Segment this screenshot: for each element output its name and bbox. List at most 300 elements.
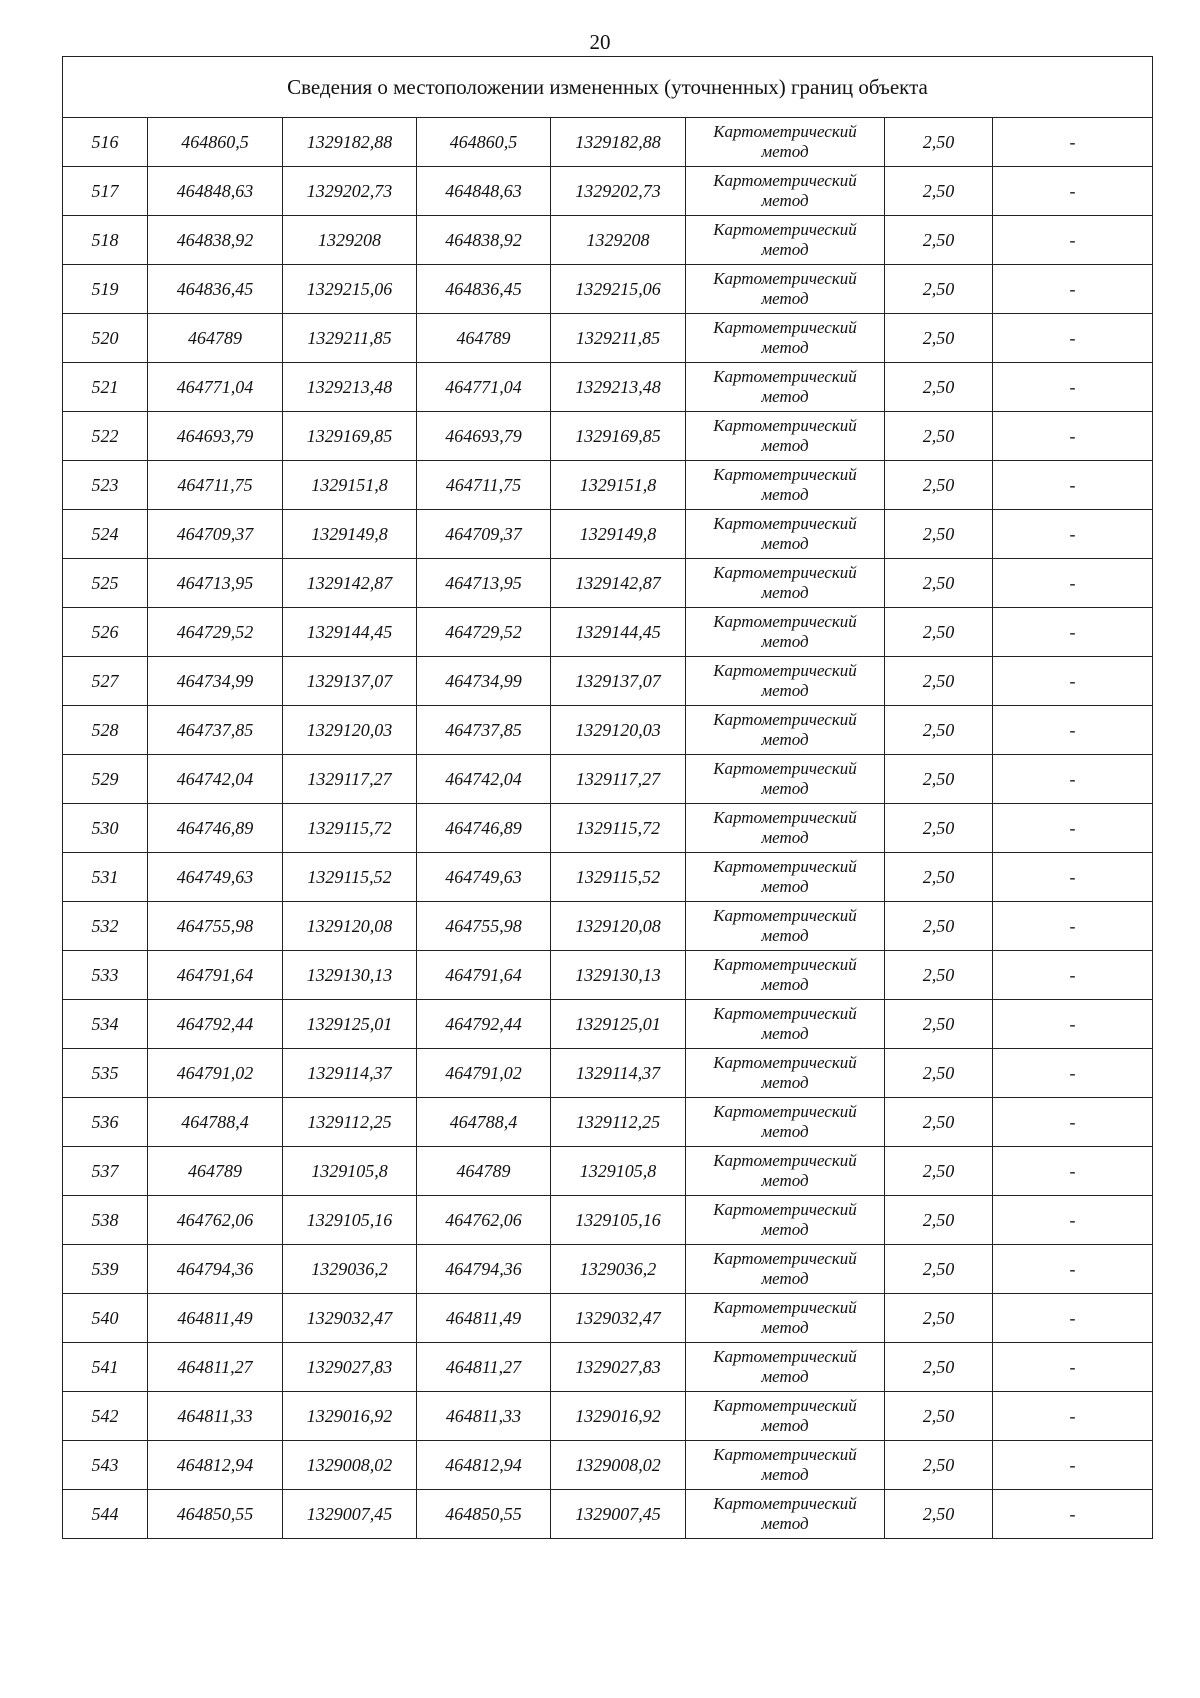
cell-point-number: 538 bbox=[63, 1196, 148, 1245]
method-line-2: метод bbox=[761, 975, 809, 994]
cell-x-new: 464860,5 bbox=[417, 118, 551, 167]
table-row bbox=[63, 510, 1153, 559]
cell-accuracy: 2,50 bbox=[885, 853, 993, 902]
method-line-2: метод bbox=[761, 485, 809, 504]
cell-x-new: 464791,64 bbox=[417, 951, 551, 1000]
table-row bbox=[63, 755, 1153, 804]
method-line-2: метод bbox=[761, 1171, 809, 1190]
cell-point-number: 534 bbox=[63, 1000, 148, 1049]
cell-description: - bbox=[993, 559, 1153, 608]
cell-description: - bbox=[993, 363, 1153, 412]
cell-y-existing: 1329144,45 bbox=[283, 608, 417, 657]
method-line-1: Картометрический bbox=[713, 1445, 857, 1464]
cell-accuracy: 2,50 bbox=[885, 216, 993, 265]
cell-x-new: 464811,27 bbox=[417, 1343, 551, 1392]
cell-y-existing: 1329137,07 bbox=[283, 657, 417, 706]
cell-y-new: 1329182,88 bbox=[551, 118, 686, 167]
cell-description: - bbox=[993, 1245, 1153, 1294]
cell-point-number: 536 bbox=[63, 1098, 148, 1147]
cell-x-new: 464755,98 bbox=[417, 902, 551, 951]
cell-accuracy: 2,50 bbox=[885, 510, 993, 559]
cell-accuracy: 2,50 bbox=[885, 1490, 993, 1539]
cell-description: - bbox=[993, 853, 1153, 902]
cell-method bbox=[686, 559, 885, 608]
cell-point-number: 523 bbox=[63, 461, 148, 510]
cell-point-number: 531 bbox=[63, 853, 148, 902]
cell-y-new: 1329105,16 bbox=[551, 1196, 686, 1245]
cell-point-number: 518 bbox=[63, 216, 148, 265]
cell-x-new: 464811,49 bbox=[417, 1294, 551, 1343]
cell-accuracy: 2,50 bbox=[885, 363, 993, 412]
cell-x-existing: 464812,94 bbox=[148, 1441, 283, 1490]
cell-x-existing: 464811,27 bbox=[148, 1343, 283, 1392]
cell-method bbox=[686, 608, 885, 657]
cell-method bbox=[686, 1294, 885, 1343]
table-row bbox=[63, 559, 1153, 608]
method-line-1: Картометрический bbox=[713, 514, 857, 533]
cell-y-new: 1329114,37 bbox=[551, 1049, 686, 1098]
cell-point-number: 544 bbox=[63, 1490, 148, 1539]
table-row bbox=[63, 1147, 1153, 1196]
cell-x-existing: 464709,37 bbox=[148, 510, 283, 559]
table-row bbox=[63, 804, 1153, 853]
cell-x-existing: 464729,52 bbox=[148, 608, 283, 657]
table-row bbox=[63, 608, 1153, 657]
cell-description: - bbox=[993, 510, 1153, 559]
cell-accuracy: 2,50 bbox=[885, 167, 993, 216]
cell-x-existing: 464792,44 bbox=[148, 1000, 283, 1049]
cell-x-new: 464789 bbox=[417, 314, 551, 363]
cell-y-existing: 1329213,48 bbox=[283, 363, 417, 412]
cell-x-existing: 464713,95 bbox=[148, 559, 283, 608]
cell-method bbox=[686, 167, 885, 216]
method-line-1: Картометрический bbox=[713, 1347, 857, 1366]
cell-method bbox=[686, 510, 885, 559]
cell-y-existing: 1329105,16 bbox=[283, 1196, 417, 1245]
table-row bbox=[63, 657, 1153, 706]
cell-method bbox=[686, 314, 885, 363]
cell-y-existing: 1329120,08 bbox=[283, 902, 417, 951]
cell-y-new: 1329032,47 bbox=[551, 1294, 686, 1343]
cell-x-existing: 464789 bbox=[148, 1147, 283, 1196]
table-row bbox=[63, 951, 1153, 1000]
cell-y-existing: 1329032,47 bbox=[283, 1294, 417, 1343]
cell-method bbox=[686, 657, 885, 706]
cell-x-new: 464729,52 bbox=[417, 608, 551, 657]
cell-y-new: 1329016,92 bbox=[551, 1392, 686, 1441]
cell-y-existing: 1329202,73 bbox=[283, 167, 417, 216]
cell-x-existing: 464788,4 bbox=[148, 1098, 283, 1147]
method-line-1: Картометрический bbox=[713, 171, 857, 190]
method-line-1: Картометрический bbox=[713, 122, 857, 141]
cell-y-new: 1329115,72 bbox=[551, 804, 686, 853]
cell-y-new: 1329130,13 bbox=[551, 951, 686, 1000]
cell-accuracy: 2,50 bbox=[885, 902, 993, 951]
cell-point-number: 522 bbox=[63, 412, 148, 461]
cell-accuracy: 2,50 bbox=[885, 608, 993, 657]
cell-x-existing: 464742,04 bbox=[148, 755, 283, 804]
table-row bbox=[63, 1000, 1153, 1049]
method-line-1: Картометрический bbox=[713, 1396, 857, 1415]
method-line-1: Картометрический bbox=[713, 465, 857, 484]
method-line-2: метод bbox=[761, 828, 809, 847]
cell-y-new: 1329137,07 bbox=[551, 657, 686, 706]
cell-description: - bbox=[993, 1049, 1153, 1098]
method-line-1: Картометрический bbox=[713, 857, 857, 876]
table-row bbox=[63, 118, 1153, 167]
cell-accuracy: 2,50 bbox=[885, 412, 993, 461]
cell-point-number: 540 bbox=[63, 1294, 148, 1343]
cell-y-existing: 1329008,02 bbox=[283, 1441, 417, 1490]
cell-point-number: 530 bbox=[63, 804, 148, 853]
cell-y-new: 1329036,2 bbox=[551, 1245, 686, 1294]
method-line-2: метод bbox=[761, 1318, 809, 1337]
cell-method bbox=[686, 1049, 885, 1098]
method-line-1: Картометрический bbox=[713, 759, 857, 778]
cell-x-new: 464850,55 bbox=[417, 1490, 551, 1539]
cell-x-new: 464788,4 bbox=[417, 1098, 551, 1147]
table-row bbox=[63, 216, 1153, 265]
method-line-2: метод bbox=[761, 632, 809, 651]
method-line-2: метод bbox=[761, 1269, 809, 1288]
cell-x-new: 464794,36 bbox=[417, 1245, 551, 1294]
cell-y-new: 1329202,73 bbox=[551, 167, 686, 216]
cell-description: - bbox=[993, 461, 1153, 510]
cell-method bbox=[686, 461, 885, 510]
cell-y-existing: 1329016,92 bbox=[283, 1392, 417, 1441]
cell-y-existing: 1329169,85 bbox=[283, 412, 417, 461]
cell-description: - bbox=[993, 804, 1153, 853]
cell-y-new: 1329215,06 bbox=[551, 265, 686, 314]
cell-y-new: 1329125,01 bbox=[551, 1000, 686, 1049]
table-row bbox=[63, 1441, 1153, 1490]
cell-y-existing: 1329215,06 bbox=[283, 265, 417, 314]
cell-accuracy: 2,50 bbox=[885, 1147, 993, 1196]
cell-point-number: 529 bbox=[63, 755, 148, 804]
cell-y-existing: 1329130,13 bbox=[283, 951, 417, 1000]
cell-accuracy: 2,50 bbox=[885, 1441, 993, 1490]
cell-accuracy: 2,50 bbox=[885, 118, 993, 167]
table-row bbox=[63, 853, 1153, 902]
cell-y-new: 1329007,45 bbox=[551, 1490, 686, 1539]
cell-description: - bbox=[993, 1441, 1153, 1490]
cell-point-number: 520 bbox=[63, 314, 148, 363]
method-line-2: метод bbox=[761, 338, 809, 357]
method-line-2: метод bbox=[761, 1220, 809, 1239]
cell-accuracy: 2,50 bbox=[885, 461, 993, 510]
cell-method bbox=[686, 1147, 885, 1196]
cell-description: - bbox=[993, 608, 1153, 657]
cell-x-new: 464792,44 bbox=[417, 1000, 551, 1049]
cell-x-new: 464734,99 bbox=[417, 657, 551, 706]
table-title: Сведения о местоположении измененных (уточненных) границ объекта bbox=[63, 57, 1153, 118]
cell-description: - bbox=[993, 1098, 1153, 1147]
method-line-1: Картометрический bbox=[713, 416, 857, 435]
cell-point-number: 532 bbox=[63, 902, 148, 951]
method-line-1: Картометрический bbox=[713, 808, 857, 827]
cell-description: - bbox=[993, 314, 1153, 363]
cell-method bbox=[686, 1441, 885, 1490]
method-line-1: Картометрический bbox=[713, 318, 857, 337]
cell-point-number: 543 bbox=[63, 1441, 148, 1490]
table-title-row bbox=[63, 57, 1153, 118]
method-line-1: Картометрический bbox=[713, 1004, 857, 1023]
cell-description: - bbox=[993, 1000, 1153, 1049]
method-line-1: Картометрический bbox=[713, 220, 857, 239]
cell-x-new: 464742,04 bbox=[417, 755, 551, 804]
cell-point-number: 516 bbox=[63, 118, 148, 167]
cell-x-new: 464836,45 bbox=[417, 265, 551, 314]
cell-y-new: 1329115,52 bbox=[551, 853, 686, 902]
cell-x-existing: 464755,98 bbox=[148, 902, 283, 951]
cell-method bbox=[686, 706, 885, 755]
cell-method bbox=[686, 1392, 885, 1441]
cell-y-new: 1329008,02 bbox=[551, 1441, 686, 1490]
table-row bbox=[63, 902, 1153, 951]
cell-point-number: 537 bbox=[63, 1147, 148, 1196]
cell-accuracy: 2,50 bbox=[885, 657, 993, 706]
cell-y-new: 1329105,8 bbox=[551, 1147, 686, 1196]
cell-accuracy: 2,50 bbox=[885, 314, 993, 363]
cell-method bbox=[686, 118, 885, 167]
cell-y-existing: 1329208 bbox=[283, 216, 417, 265]
cell-description: - bbox=[993, 902, 1153, 951]
cell-method bbox=[686, 902, 885, 951]
cell-x-new: 464749,63 bbox=[417, 853, 551, 902]
cell-point-number: 533 bbox=[63, 951, 148, 1000]
method-line-2: метод bbox=[761, 191, 809, 210]
cell-x-new: 464713,95 bbox=[417, 559, 551, 608]
cell-method bbox=[686, 755, 885, 804]
cell-y-new: 1329142,87 bbox=[551, 559, 686, 608]
cell-point-number: 524 bbox=[63, 510, 148, 559]
cell-x-new: 464791,02 bbox=[417, 1049, 551, 1098]
method-line-2: метод bbox=[761, 1465, 809, 1484]
cell-x-existing: 464789 bbox=[148, 314, 283, 363]
cell-method bbox=[686, 412, 885, 461]
cell-description: - bbox=[993, 755, 1153, 804]
method-line-2: метод bbox=[761, 1367, 809, 1386]
cell-y-existing: 1329115,72 bbox=[283, 804, 417, 853]
page-number: 20 bbox=[589, 30, 611, 54]
cell-accuracy: 2,50 bbox=[885, 559, 993, 608]
method-line-2: метод bbox=[761, 583, 809, 602]
table-row bbox=[63, 1490, 1153, 1539]
cell-point-number: 541 bbox=[63, 1343, 148, 1392]
cell-description: - bbox=[993, 1490, 1153, 1539]
cell-point-number: 521 bbox=[63, 363, 148, 412]
cell-accuracy: 2,50 bbox=[885, 1245, 993, 1294]
cell-y-existing: 1329117,27 bbox=[283, 755, 417, 804]
cell-accuracy: 2,50 bbox=[885, 1196, 993, 1245]
cell-x-existing: 464749,63 bbox=[148, 853, 283, 902]
cell-accuracy: 2,50 bbox=[885, 1049, 993, 1098]
cell-x-new: 464709,37 bbox=[417, 510, 551, 559]
cell-x-existing: 464737,85 bbox=[148, 706, 283, 755]
method-line-2: метод bbox=[761, 877, 809, 896]
cell-x-existing: 464811,49 bbox=[148, 1294, 283, 1343]
cell-y-existing: 1329120,03 bbox=[283, 706, 417, 755]
cell-method bbox=[686, 1196, 885, 1245]
cell-method bbox=[686, 804, 885, 853]
cell-x-existing: 464848,63 bbox=[148, 167, 283, 216]
cell-point-number: 525 bbox=[63, 559, 148, 608]
cell-method bbox=[686, 216, 885, 265]
cell-x-new: 464789 bbox=[417, 1147, 551, 1196]
method-line-1: Картометрический bbox=[713, 710, 857, 729]
cell-y-existing: 1329114,37 bbox=[283, 1049, 417, 1098]
table-row bbox=[63, 706, 1153, 755]
cell-x-existing: 464850,55 bbox=[148, 1490, 283, 1539]
cell-y-existing: 1329211,85 bbox=[283, 314, 417, 363]
table-row bbox=[63, 363, 1153, 412]
cell-y-existing: 1329149,8 bbox=[283, 510, 417, 559]
method-line-1: Картометрический bbox=[713, 1298, 857, 1317]
table-body bbox=[63, 118, 1153, 1539]
table-row bbox=[63, 1294, 1153, 1343]
cell-y-new: 1329211,85 bbox=[551, 314, 686, 363]
table-row bbox=[63, 412, 1153, 461]
cell-x-existing: 464791,02 bbox=[148, 1049, 283, 1098]
method-line-1: Картометрический bbox=[713, 955, 857, 974]
table-row bbox=[63, 1049, 1153, 1098]
cell-x-existing: 464734,99 bbox=[148, 657, 283, 706]
cell-x-new: 464737,85 bbox=[417, 706, 551, 755]
cell-method bbox=[686, 1343, 885, 1392]
method-line-2: метод bbox=[761, 681, 809, 700]
cell-x-new: 464746,89 bbox=[417, 804, 551, 853]
cell-description: - bbox=[993, 1147, 1153, 1196]
cell-x-new: 464812,94 bbox=[417, 1441, 551, 1490]
table-row bbox=[63, 1392, 1153, 1441]
cell-point-number: 542 bbox=[63, 1392, 148, 1441]
method-line-2: метод bbox=[761, 240, 809, 259]
method-line-1: Картометрический bbox=[713, 661, 857, 680]
cell-point-number: 528 bbox=[63, 706, 148, 755]
cell-y-new: 1329112,25 bbox=[551, 1098, 686, 1147]
table-row bbox=[63, 167, 1153, 216]
method-line-2: метод bbox=[761, 1514, 809, 1533]
cell-x-existing: 464762,06 bbox=[148, 1196, 283, 1245]
cell-accuracy: 2,50 bbox=[885, 1098, 993, 1147]
cell-point-number: 519 bbox=[63, 265, 148, 314]
cell-x-existing: 464693,79 bbox=[148, 412, 283, 461]
method-line-2: метод bbox=[761, 1416, 809, 1435]
method-line-1: Картометрический bbox=[713, 1249, 857, 1268]
cell-x-new: 464848,63 bbox=[417, 167, 551, 216]
method-line-1: Картометрический bbox=[713, 1494, 857, 1513]
table-row bbox=[63, 461, 1153, 510]
cell-point-number: 535 bbox=[63, 1049, 148, 1098]
cell-accuracy: 2,50 bbox=[885, 804, 993, 853]
cell-x-existing: 464711,75 bbox=[148, 461, 283, 510]
method-line-2: метод bbox=[761, 779, 809, 798]
method-line-2: метод bbox=[761, 289, 809, 308]
cell-description: - bbox=[993, 706, 1153, 755]
method-line-1: Картометрический bbox=[713, 1200, 857, 1219]
cell-y-existing: 1329007,45 bbox=[283, 1490, 417, 1539]
cell-x-new: 464762,06 bbox=[417, 1196, 551, 1245]
cell-x-new: 464838,92 bbox=[417, 216, 551, 265]
cell-y-existing: 1329125,01 bbox=[283, 1000, 417, 1049]
cell-x-existing: 464811,33 bbox=[148, 1392, 283, 1441]
cell-y-new: 1329144,45 bbox=[551, 608, 686, 657]
cell-description: - bbox=[993, 1196, 1153, 1245]
cell-description: - bbox=[993, 1294, 1153, 1343]
cell-accuracy: 2,50 bbox=[885, 1343, 993, 1392]
cell-description: - bbox=[993, 657, 1153, 706]
cell-description: - bbox=[993, 118, 1153, 167]
cell-x-new: 464771,04 bbox=[417, 363, 551, 412]
cell-x-new: 464693,79 bbox=[417, 412, 551, 461]
method-line-2: метод bbox=[761, 534, 809, 553]
cell-y-existing: 1329115,52 bbox=[283, 853, 417, 902]
cell-description: - bbox=[993, 951, 1153, 1000]
cell-point-number: 539 bbox=[63, 1245, 148, 1294]
method-line-2: метод bbox=[761, 730, 809, 749]
cell-x-existing: 464746,89 bbox=[148, 804, 283, 853]
table-row bbox=[63, 314, 1153, 363]
cell-description: - bbox=[993, 216, 1153, 265]
cell-y-existing: 1329151,8 bbox=[283, 461, 417, 510]
method-line-1: Картометрический bbox=[713, 563, 857, 582]
method-line-1: Картометрический bbox=[713, 906, 857, 925]
boundary-coordinates-table bbox=[62, 56, 1153, 1539]
cell-x-existing: 464860,5 bbox=[148, 118, 283, 167]
cell-accuracy: 2,50 bbox=[885, 1000, 993, 1049]
cell-accuracy: 2,50 bbox=[885, 265, 993, 314]
cell-accuracy: 2,50 bbox=[885, 951, 993, 1000]
cell-point-number: 526 bbox=[63, 608, 148, 657]
method-line-2: метод bbox=[761, 436, 809, 455]
method-line-2: метод bbox=[761, 1122, 809, 1141]
cell-accuracy: 2,50 bbox=[885, 755, 993, 804]
cell-y-existing: 1329036,2 bbox=[283, 1245, 417, 1294]
cell-y-new: 1329169,85 bbox=[551, 412, 686, 461]
cell-description: - bbox=[993, 167, 1153, 216]
method-line-2: метод bbox=[761, 142, 809, 161]
cell-y-new: 1329027,83 bbox=[551, 1343, 686, 1392]
table-row bbox=[63, 1196, 1153, 1245]
method-line-2: метод bbox=[761, 1024, 809, 1043]
cell-method bbox=[686, 1245, 885, 1294]
cell-y-existing: 1329142,87 bbox=[283, 559, 417, 608]
cell-method bbox=[686, 951, 885, 1000]
cell-method bbox=[686, 363, 885, 412]
method-line-1: Картометрический bbox=[713, 367, 857, 386]
cell-method bbox=[686, 853, 885, 902]
method-line-2: метод bbox=[761, 387, 809, 406]
method-line-2: метод bbox=[761, 1073, 809, 1092]
cell-x-existing: 464791,64 bbox=[148, 951, 283, 1000]
cell-accuracy: 2,50 bbox=[885, 1294, 993, 1343]
cell-y-new: 1329208 bbox=[551, 216, 686, 265]
cell-x-existing: 464794,36 bbox=[148, 1245, 283, 1294]
cell-y-new: 1329120,03 bbox=[551, 706, 686, 755]
cell-method bbox=[686, 265, 885, 314]
method-line-1: Картометрический bbox=[713, 269, 857, 288]
cell-x-new: 464711,75 bbox=[417, 461, 551, 510]
cell-x-existing: 464836,45 bbox=[148, 265, 283, 314]
cell-method bbox=[686, 1490, 885, 1539]
cell-y-existing: 1329112,25 bbox=[283, 1098, 417, 1147]
table-row bbox=[63, 1343, 1153, 1392]
cell-description: - bbox=[993, 1343, 1153, 1392]
method-line-1: Картометрический bbox=[713, 612, 857, 631]
method-line-1: Картометрический bbox=[713, 1053, 857, 1072]
cell-x-new: 464811,33 bbox=[417, 1392, 551, 1441]
cell-point-number: 527 bbox=[63, 657, 148, 706]
